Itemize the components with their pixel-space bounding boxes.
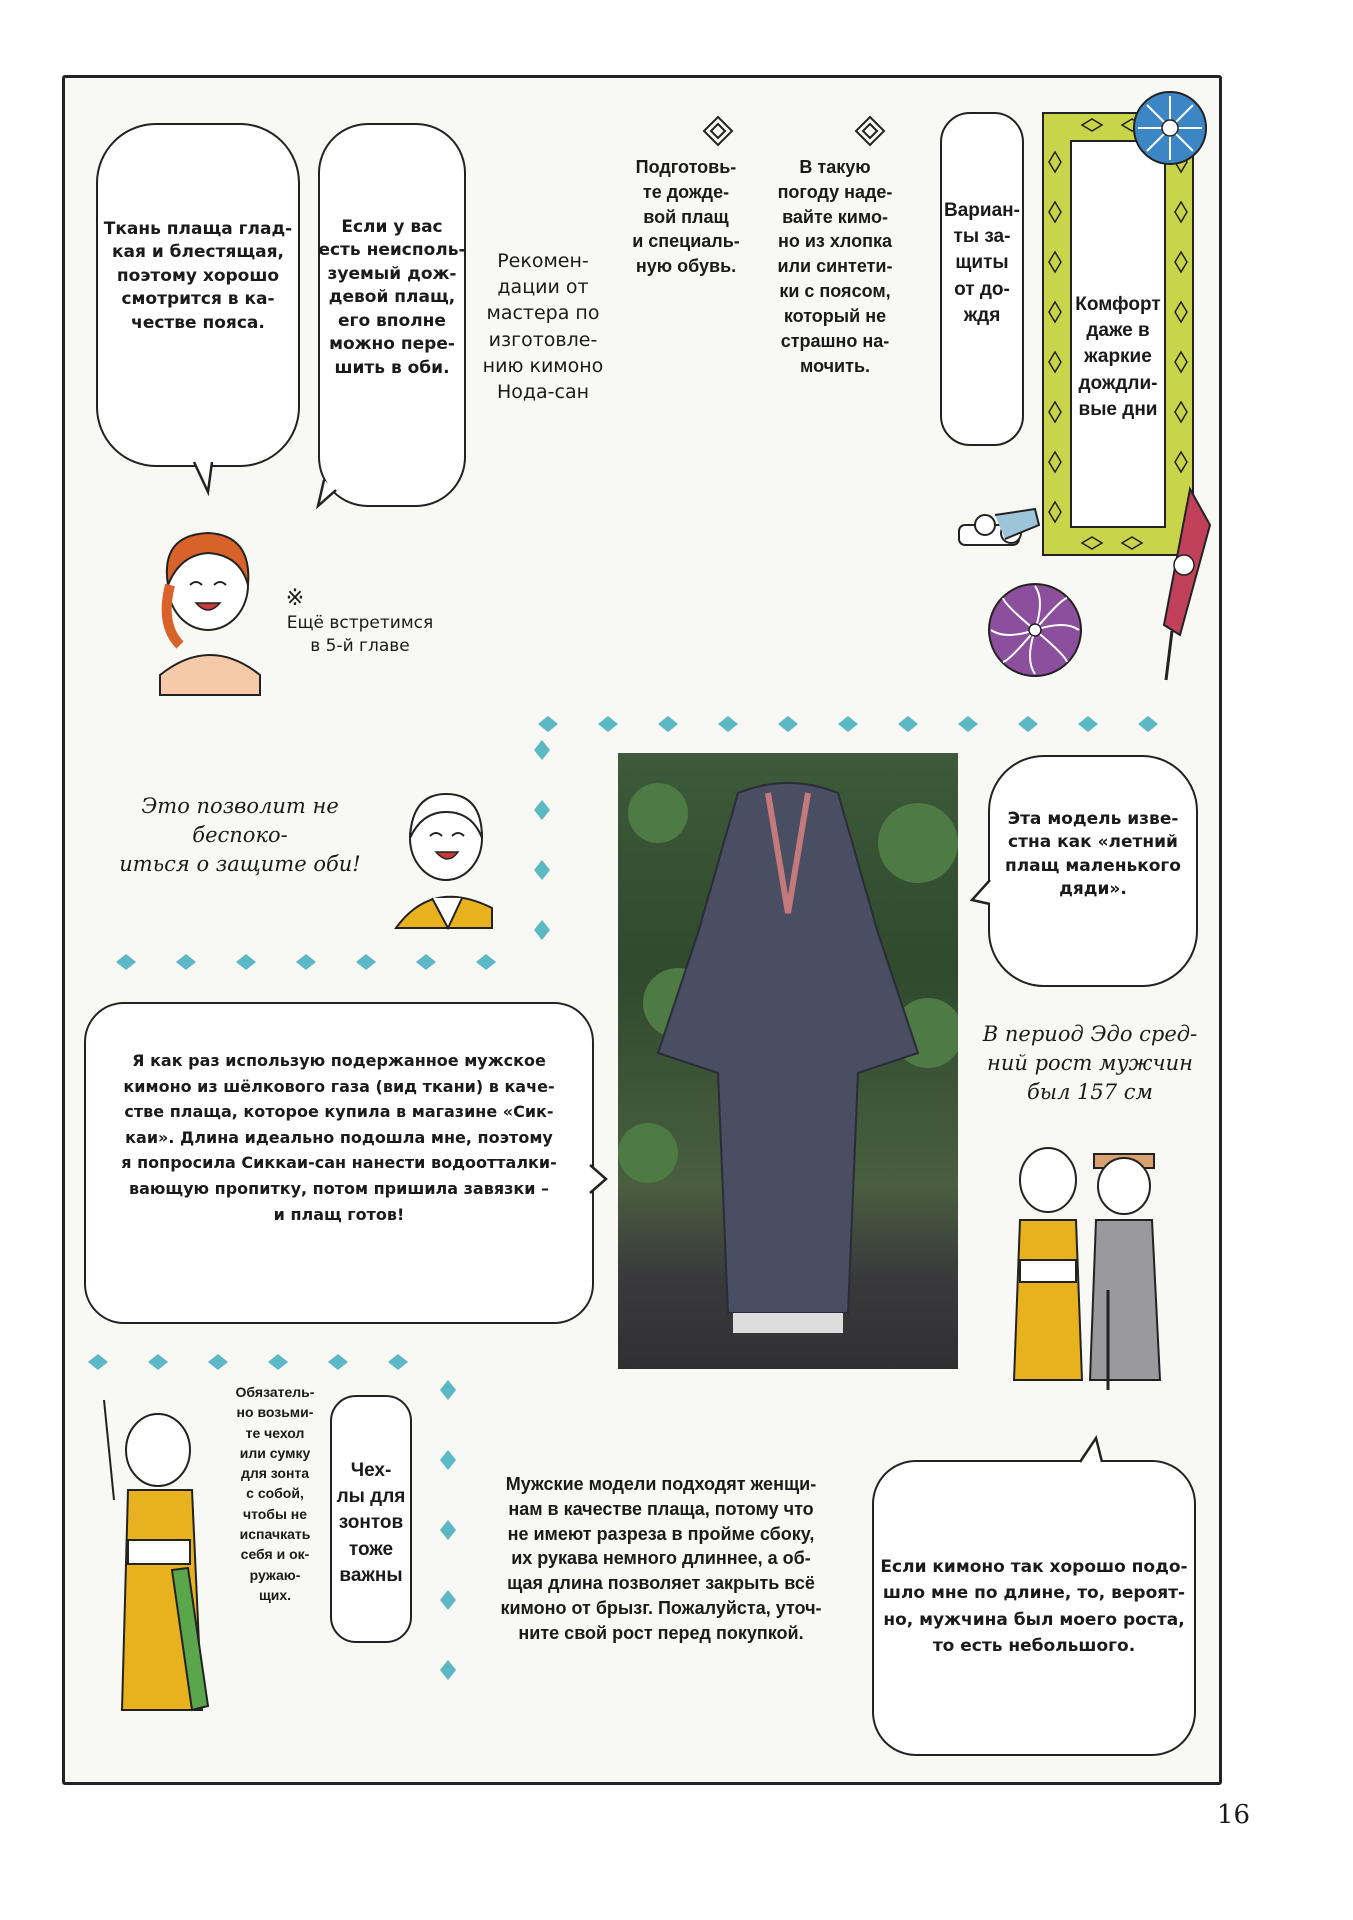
raincoat-text: Если у вас есть неисполь- зуемый дож- девой плащ, его вполне можно пере- шить в оби. xyxy=(318,217,466,378)
fabric-text: Ткань плаща глад- кая и блестящая, поэтому хорошо смотрится в ка- честве пояса. xyxy=(103,219,293,333)
teal-diamond-divider xyxy=(528,712,1208,736)
blue-umbrella-icon xyxy=(1130,88,1210,168)
tip-raincoat-shoes: Подготовь- те дожде- вой плащ и специаль- ную обувь. xyxy=(632,157,740,277)
woman-illustration xyxy=(150,515,270,695)
umbrella-covers-text: Чех- лы для зонтов тоже важны xyxy=(336,1460,406,1586)
bubble-tail xyxy=(590,1165,610,1195)
recommendation-heading: Рекомен- дации от мастера по изготовле- нию кимоно Нода-сан xyxy=(482,250,604,404)
bubble-tail xyxy=(318,480,342,510)
note-mark: ※ xyxy=(285,586,305,611)
woman-umbrella-illustration xyxy=(92,1390,242,1730)
model-name-text: Эта модель изве- стна как «летний плащ маленького дяди». xyxy=(1004,809,1181,900)
diamond-icon xyxy=(854,115,886,147)
page-number: 16 xyxy=(1216,1800,1250,1830)
see-chapter-note: Ещё встретимся в 5-й главе xyxy=(286,613,434,657)
umbrella-case-tip: Обязатель- но возьми- те чехол или сумку для зонта с собой, чтобы не испачкать себя и ок- ружаю- щих. xyxy=(235,1384,315,1603)
teal-diamond-divider xyxy=(112,950,552,974)
story-text: Я как раз использую подержанное мужское кимоно из шёлкового газа (вид ткани) в каче- стве плаща, которое купила в магазине «Сик- каи». Длина идеально подошла мне, поэтому я попросила Сиккаи-сан нанести водоотталки- вающую пропитку, потом пришила завязки – и плащ готов! xyxy=(121,1051,557,1224)
tip-cotton-kimono: В такую погоду наде- вайте кимо- но из хлопка или синтети- ки с поясом, который не страшно на- мочить. xyxy=(777,157,893,376)
height-text: Если кимоно так хорошо подо- шло мне по длине, то, вероят- но, мужчина был моего роста, то есть небольшого. xyxy=(880,1557,1188,1657)
bubble-tail xyxy=(190,462,220,496)
male-models-text: Мужские модели подходят женщи- нам в качестве плаща, потому что не имеют разреза в пройме сбоку, их рукава немного длиннее, а об- щая длина позволяет закрыть всё кимоно от брызг. Пожалуйста, уточ- ните свой рост перед покупкой. xyxy=(500,1474,822,1643)
geta-sandals-icon xyxy=(955,505,1045,575)
closed-umbrella-icon xyxy=(1150,485,1220,685)
edo-height-caption: В период Эдо сред- ний рост мужчин был 157 см xyxy=(982,1022,1198,1104)
teal-diamond-divider xyxy=(84,1350,444,1374)
diamond-icon xyxy=(702,115,734,147)
obi-protection-caption: Это позволит не беспоко- иться о защите оби! xyxy=(119,794,361,876)
purple-umbrella-icon xyxy=(985,580,1085,680)
teal-diamond-divider xyxy=(530,730,554,960)
bubble-tail xyxy=(1080,1438,1104,1464)
woman-yellow-kimono-illustration xyxy=(392,768,502,928)
variants-text: Вариан- ты за- щиты от до- ждя xyxy=(944,200,1020,326)
couple-illustration xyxy=(990,1140,1190,1400)
kimono-photo xyxy=(618,753,958,1369)
teal-diamond-divider xyxy=(436,1370,460,1720)
comfort-text: Комфорт даже в жаркие дождли- вые дни xyxy=(1075,294,1161,420)
